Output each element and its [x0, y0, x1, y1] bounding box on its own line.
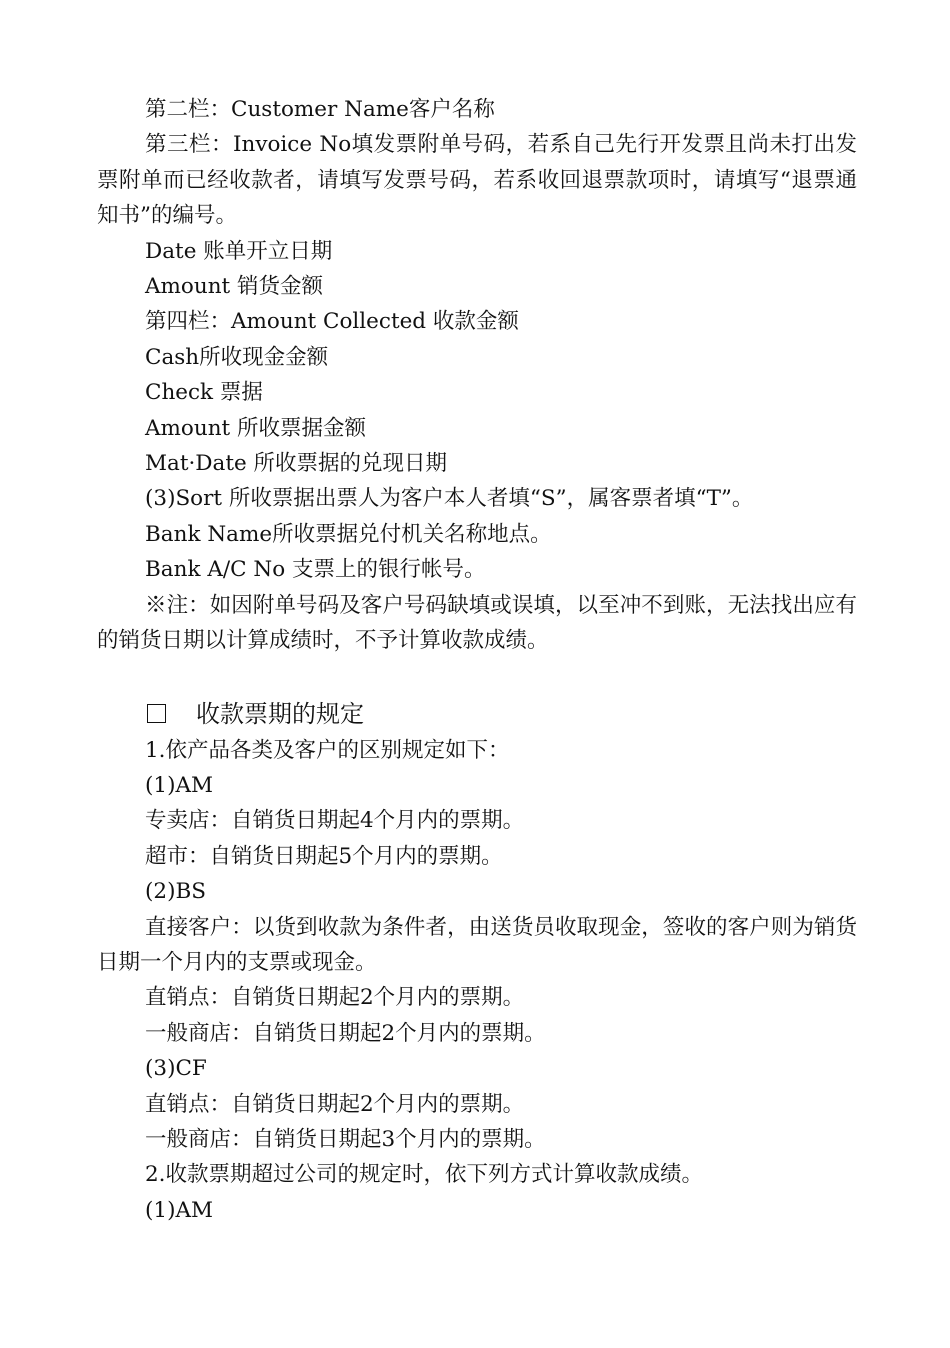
paragraph-check: Check 票据 — [145, 380, 263, 406]
paragraph-rule-2: 2.收款票期超过公司的规定时，依下列方式计算收款成绩。 — [145, 1162, 704, 1188]
checkbox-square-icon — [147, 704, 166, 723]
paragraph-cash: Cash所收现金金额 — [145, 344, 329, 370]
paragraph-mat-date: Mat·Date 所收票据的兑现日期 — [145, 451, 448, 477]
paragraph-bank-name: Bank Name所收票据兑付机关名称地点。 — [145, 521, 552, 547]
paragraph-bs-direct-outlet: 直销点：自销货日期起2个月内的票期。 — [145, 985, 525, 1011]
paragraph-rule-1: 1.依产品各类及客户的区别规定如下： — [145, 737, 510, 763]
paragraph-cf-direct-outlet: 直销点：自销货日期起2个月内的票期。 — [145, 1091, 525, 1117]
paragraph-amount: Amount 销货金额 — [145, 274, 324, 300]
paragraph-supermarket: 超市：自销货日期起5个月内的票期。 — [145, 843, 503, 869]
paragraph-column-three: 第三栏：Invoice No填发票附单号码，若系自己先行开发票且尚未打出发票附单而已经收款者，请填写发票号码，若系收回退票款项时，请填写“退票通知书”的编号。 — [97, 132, 857, 229]
document-body — [97, 92, 857, 1228]
paragraph-sort: (3)Sort 所收票据出票人为客户本人者填“S”，属客票者填“T”。 — [145, 486, 754, 512]
paragraph-am-2: (1)AM — [145, 1197, 213, 1223]
paragraph-bs-general-store: 一般商店：自销货日期起2个月内的票期。 — [145, 1020, 546, 1046]
paragraph-check-amount: Amount 所收票据金额 — [145, 415, 367, 441]
paragraph-note: ※注：如因附单号码及客户号码缺填或误填，以至冲不到账，无法找出应有的销货日期以计算成绩时，不予计算收款成绩。 — [97, 592, 857, 654]
paragraph-specialty-store: 专卖店：自销货日期起4个月内的票期。 — [145, 808, 525, 834]
paragraph-bs: (2)BS — [145, 879, 206, 905]
paragraph-cf-general-store: 一般商店：自销货日期起3个月内的票期。 — [145, 1126, 546, 1152]
section-heading-text: 收款票期的规定 — [196, 699, 364, 728]
paragraph-column-two: 第二栏：Customer Name客户名称 — [145, 97, 495, 122]
paragraph-am: (1)AM — [145, 772, 213, 798]
paragraph-date: Date 账单开立日期 — [145, 238, 333, 264]
paragraph-direct-customer: 直接客户：以货到收款为条件者，由送货员收取现金，签收的客户则为销货日期一个月内的支票或现金。 — [97, 914, 857, 975]
paragraph-cf: (3)CF — [145, 1056, 207, 1082]
section-heading — [97, 695, 857, 733]
paragraph-bank-account: Bank A/C No 支票上的银行帐号。 — [145, 557, 486, 583]
paragraph-column-four: 第四栏：Amount Collected 收款金额 — [145, 309, 519, 335]
section-spacer — [97, 659, 857, 695]
